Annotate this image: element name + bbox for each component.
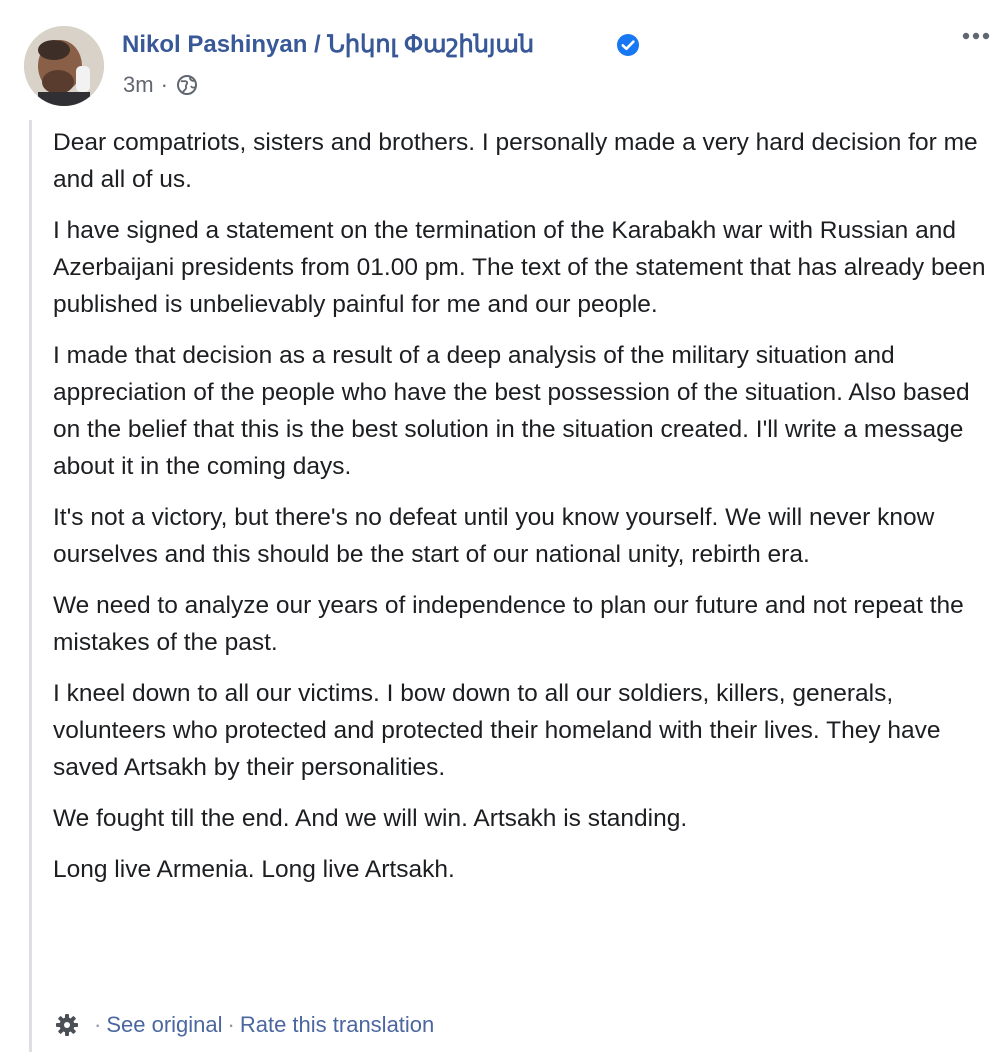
translation-footer (55, 1010, 434, 1040)
verified-check-icon (616, 33, 640, 57)
globe-icon[interactable] (176, 74, 198, 96)
post-text (53, 124, 993, 902)
post-paragraph: We need to analyze our years of independence to plan our future and not repeat the mistakes of the past. (53, 592, 964, 656)
author-avatar[interactable] (24, 26, 104, 106)
post-paragraph: I kneel down to all our victims. I bow down to all our soldiers, killers, generals, volunteers who protected and protected their homeland with their lives. They have saved Artsakh by their personalities. (53, 680, 941, 781)
post-paragraph: It's not a victory, but there's no defeat until you know yourself. We will never know ourselves and this should be the start of our national unity, rebirth era. (53, 504, 935, 568)
post-timestamp-link[interactable]: 3m (123, 72, 154, 97)
post-meta (123, 70, 198, 100)
gear-icon[interactable] (55, 1013, 79, 1037)
rate-translation-link[interactable]: Rate this translation (239, 1012, 435, 1037)
translation-quote-bar (29, 120, 32, 1052)
post-paragraph: We fought till the end. And we will win. Artsakh is standing. (53, 805, 688, 832)
post-paragraph: I have signed a statement on the termination of the Karabakh war with Russian and Azerbaijani presidents from 01.00 pm. The text of the statement that has already been published is unbelievably painful for me and our people. (53, 217, 986, 318)
see-original-link[interactable]: See original (106, 1012, 223, 1037)
meta-separator: · (160, 72, 168, 97)
footer-separator: · (94, 1012, 102, 1037)
footer-separator: · (227, 1012, 235, 1037)
post-paragraph: Dear compatriots, sisters and brothers. I personally made a very hard decision for me and all of us. (53, 129, 978, 193)
more-options-icon[interactable] (956, 26, 996, 46)
post-paragraph: Long live Armenia. Long live Artsakh. (53, 856, 455, 883)
author-name-link[interactable]: Nikol Pashinyan / Նիկոլ Փաշինյան (122, 31, 535, 58)
post-paragraph: I made that decision as a result of a deep analysis of the military situation and appreciation of the people who have the best possession of the situation. Also based on the belief that this is the best solution in the situation created. I'll write a message about it in the coming days. (53, 342, 970, 480)
